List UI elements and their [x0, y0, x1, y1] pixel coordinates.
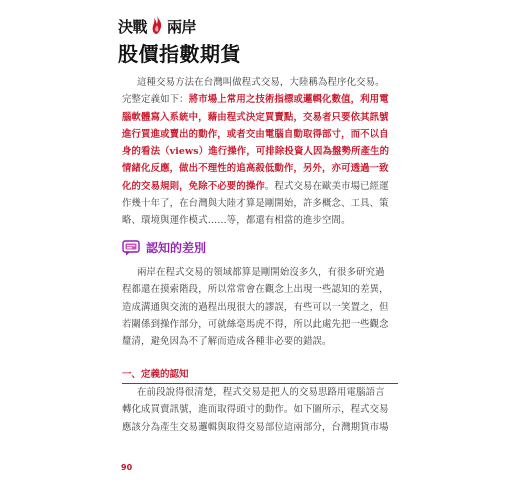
text-line: 應該分為產生交易邏輯與取得交易部位這兩部分，台灣期貨市場: [122, 421, 389, 433]
text-line: [122, 91, 400, 108]
logo-text-right: 兩岸: [167, 18, 197, 36]
flame-icon: [150, 15, 164, 35]
speech-bubble-icon: [122, 240, 140, 256]
text-line: 轉化成買賣訊號，進而取得頭寸的動作。如下圖所示，程式交易: [122, 404, 389, 416]
text-line: [122, 160, 400, 177]
definition-paragraph: [122, 384, 400, 436]
intro-paragraph: [122, 74, 400, 230]
subsection-title: 一、定義的認知: [122, 369, 189, 380]
page-number: 90: [121, 463, 133, 472]
text-line: 程都還在摸索階段，所以常常會在觀念上出現一些認知的差異，: [122, 284, 389, 296]
text-segment: 這種交易方法在台灣叫做程式交易，大陸稱為程序化交易。: [137, 77, 385, 88]
text-line: 造成溝通與交流的過程出現很大的謬誤，有些可以一笑置之，但: [122, 301, 389, 313]
text-line: [122, 178, 400, 195]
highlighted-text: 身的看法（views）進行操作，可排除投資人因為盤勢所產生的: [122, 146, 390, 158]
text-line: 兩岸在程式交易的領域都算是剛開始沒多久，有很多研究過: [137, 267, 385, 278]
text-line: [122, 126, 400, 143]
book-title-logo: [118, 16, 278, 68]
highlighted-text: 進行買進或賣出的動作，或者交由電腦自動取得部寸，而不以自: [122, 128, 389, 140]
text-line: [122, 74, 400, 91]
highlighted-text: 情緒化反應，做出不理性的追高殺低動作，另外，亦可透過一致: [122, 163, 389, 175]
text-line: 若關係到操作部分，可就絲毫馬虎不得，所以此處先把一些觀念: [122, 318, 389, 330]
text-segment: 。程式交易在歐美市場已經運: [264, 180, 389, 192]
text-segment: 完整定義如下：: [122, 94, 189, 106]
text-segment: 略、環境與運作模式……等，都還有相當的進步空間。: [122, 215, 351, 227]
text-line: [122, 109, 400, 126]
cognition-paragraph: [122, 264, 400, 350]
highlighted-text: 腦軟體寫入系統中，藉由程式決定買賣點，交易者只要依其訊號: [122, 111, 389, 123]
highlighted-text: 化的交易規則，免除不必要的操作: [122, 180, 265, 192]
highlighted-text: 將市場上常用之技術指標或邏輯化數值，利用電: [188, 94, 389, 106]
page-title: 股價指數期貨: [118, 42, 241, 66]
section-heading: [122, 239, 206, 256]
text-line: [122, 143, 400, 160]
text-segment: 作幾十年了，在台灣與大陸才算是剛開始，許多概念、工具、策: [122, 198, 389, 210]
text-line: 在前段說得很清楚，程式交易是把人的交易思路用電腦語言: [137, 387, 385, 398]
text-line: 釐清，避免因為不了解而造成各種非必要的錯誤。: [122, 336, 332, 348]
text-line: [122, 195, 400, 212]
logo-top-row: [118, 16, 196, 37]
subsection-heading: [122, 362, 398, 384]
text-line: [122, 212, 400, 229]
section-title: 認知的差別: [146, 241, 207, 255]
logo-text-left: 決戰: [118, 18, 148, 36]
